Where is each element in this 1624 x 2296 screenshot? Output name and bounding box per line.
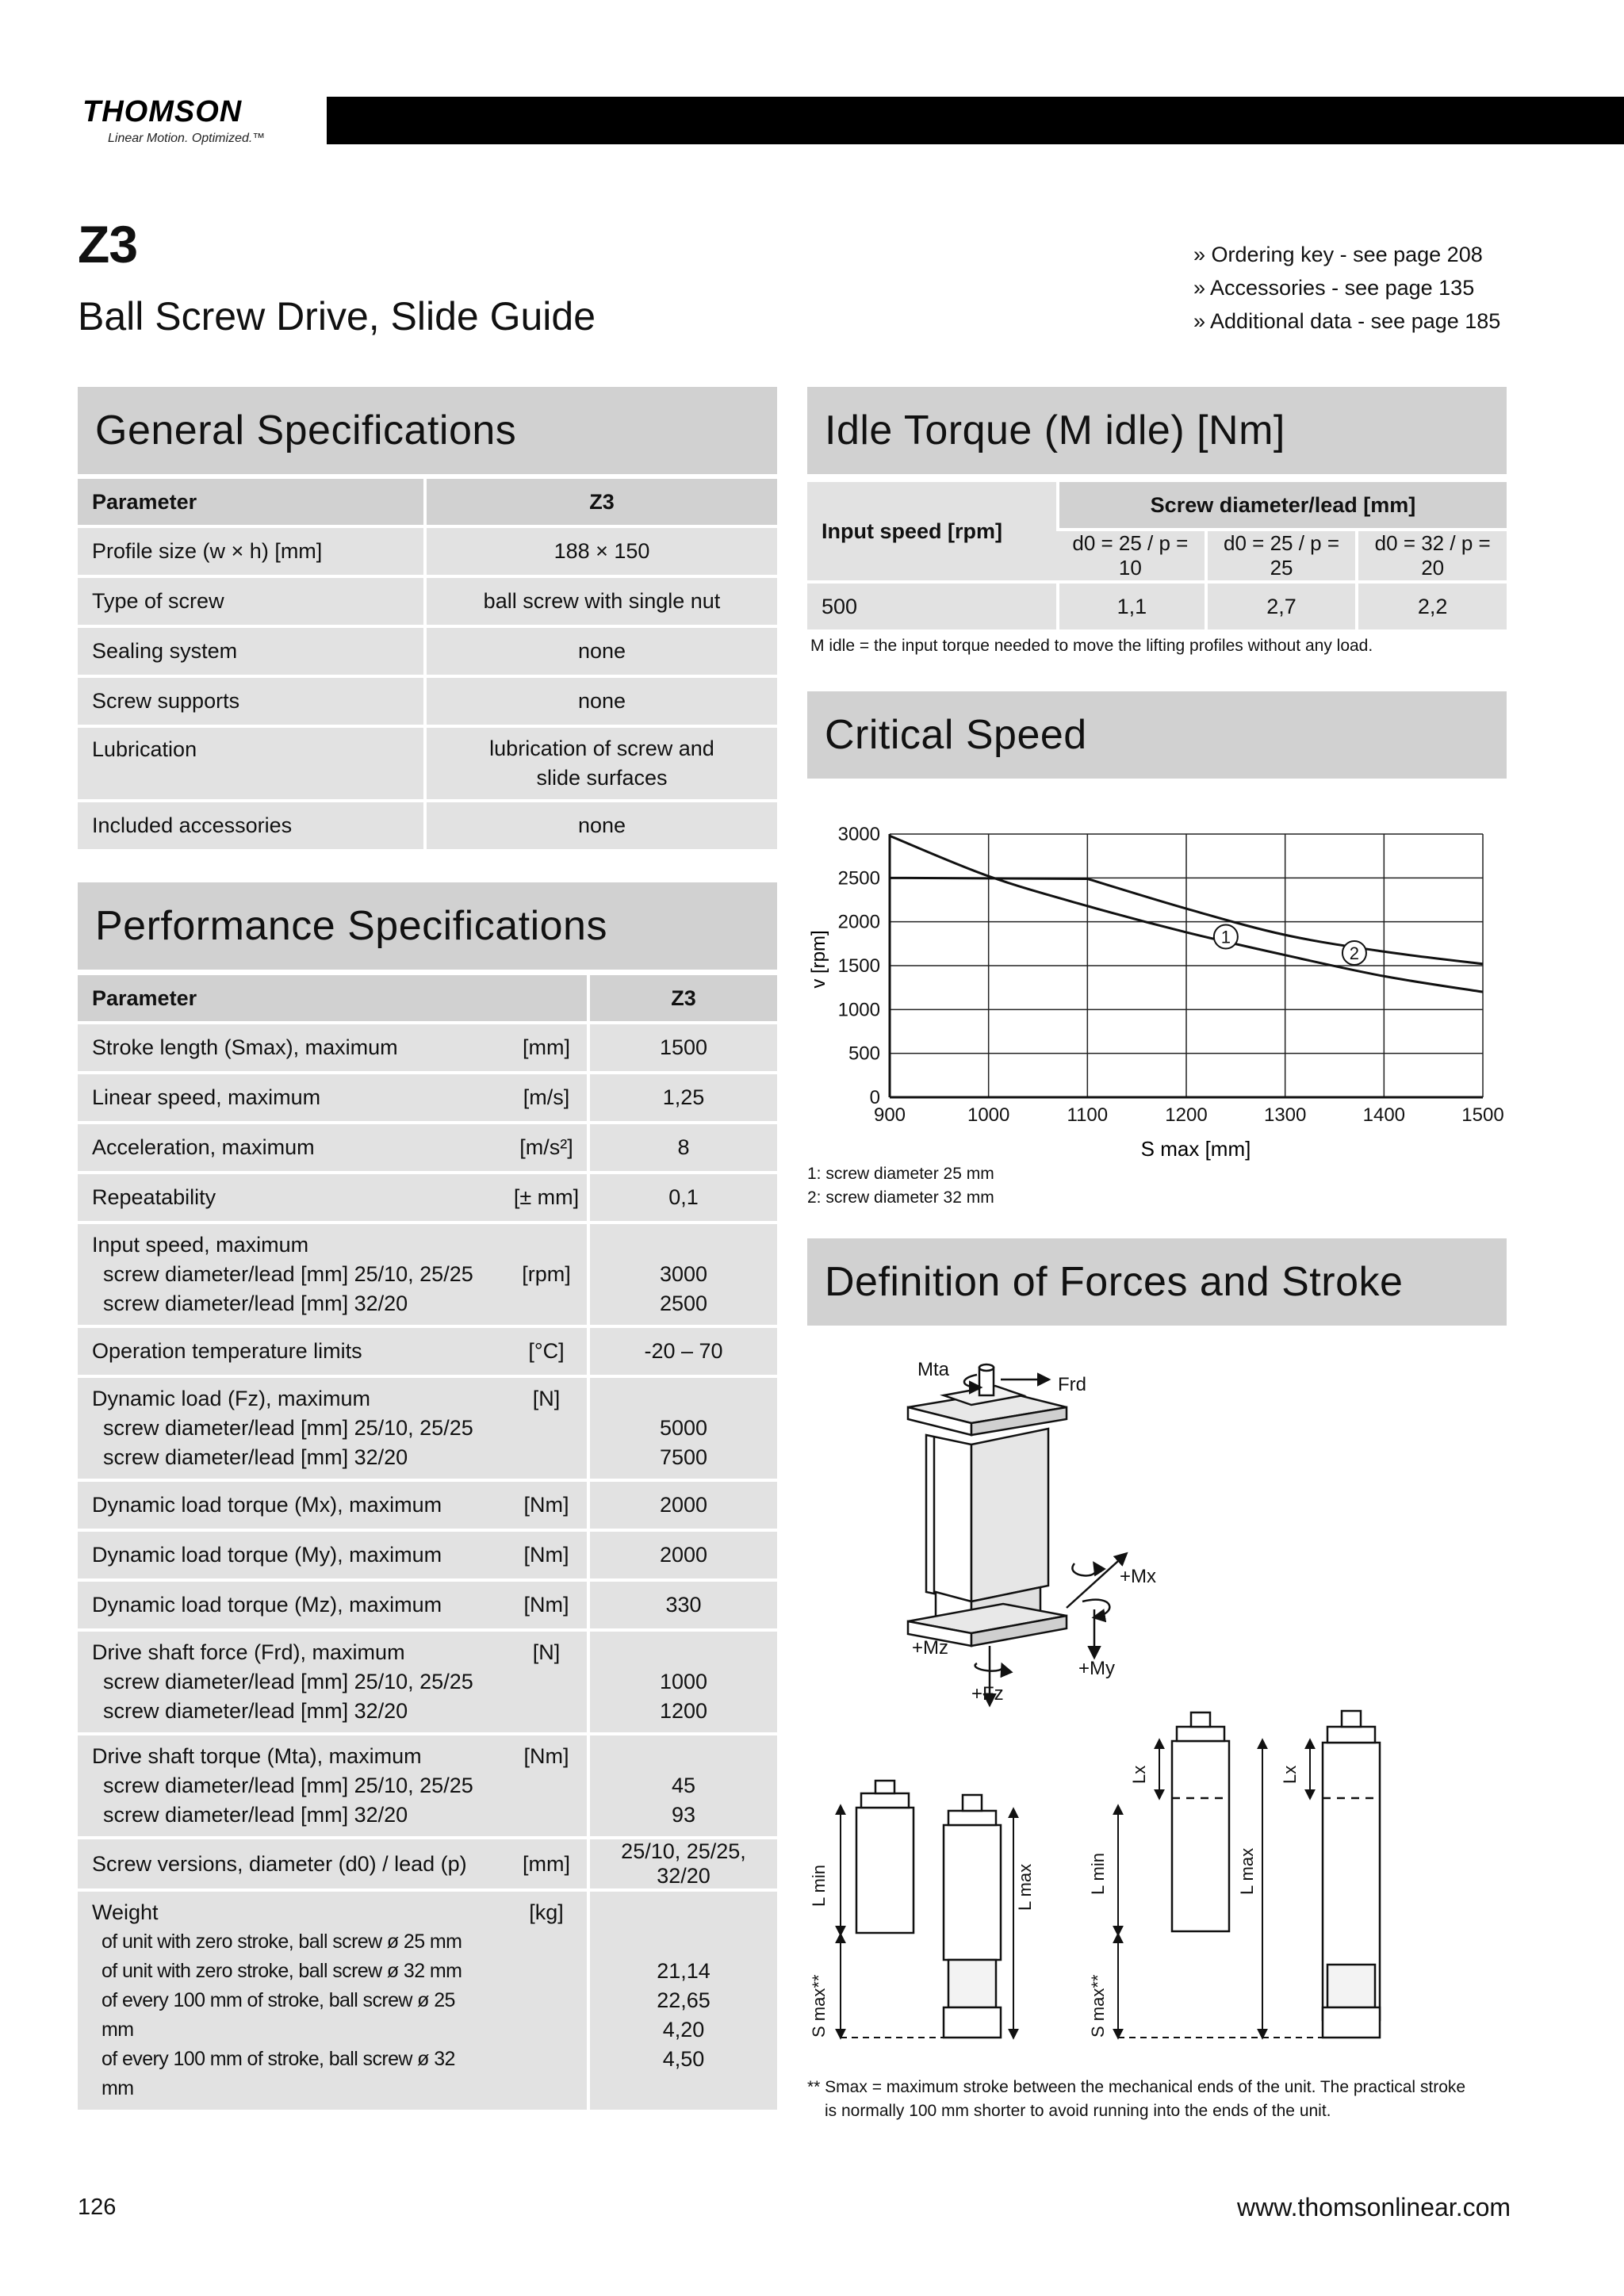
row-value: 4,20	[662, 2018, 705, 2042]
critical-speed-chart	[807, 817, 1505, 1162]
row-value: 2500	[659, 1292, 708, 1315]
row-label: Linear speed, maximum	[78, 1074, 506, 1121]
legend-note: 2: screw diameter 32 mm	[807, 1188, 994, 1207]
footnote-line: is normally 100 mm shorter to avoid running into the ends of the unit.	[825, 2102, 1331, 2120]
table-row	[78, 678, 777, 725]
x-tick-label: 1300	[1263, 1104, 1307, 1126]
idle-torque-heading: Idle Torque (M idle) [Nm]	[807, 387, 1507, 474]
row-unit: [N]	[506, 1378, 587, 1479]
row-label-group	[78, 1224, 506, 1325]
col-header-parameter: Parameter	[78, 479, 423, 525]
table-row	[78, 1224, 777, 1325]
label-lmin: L min	[809, 1865, 829, 1907]
row-label: Included accessories	[78, 802, 423, 849]
row-value: 7500	[659, 1445, 708, 1469]
table-row	[807, 584, 1507, 629]
row-value: -20 – 70	[587, 1328, 777, 1375]
row-value: none	[423, 802, 777, 849]
row-value: 1,1	[1056, 584, 1205, 629]
general-specs-heading: General Specifications	[78, 387, 777, 474]
performance-specs-heading: Performance Specifications	[78, 882, 777, 970]
row-label-group	[78, 1632, 506, 1732]
table-row	[78, 1378, 777, 1479]
row-value: 1000	[659, 1670, 708, 1693]
table-row	[78, 1124, 777, 1171]
row-unit: [Nm]	[506, 1482, 587, 1529]
col-header-screw: d0 = 25 / p = 25	[1205, 531, 1356, 580]
row-unit: [N]	[506, 1632, 587, 1732]
row-value: none	[423, 678, 777, 725]
row-sublabel: of every 100 mm of stroke, ball screw ø 25 mm	[102, 1989, 455, 2041]
forces-diagram	[793, 1340, 1522, 2069]
label-mz: +Mz	[912, 1637, 949, 1659]
row-value: 1200	[659, 1699, 708, 1723]
y-tick-label: 500	[848, 1043, 880, 1065]
table-row	[78, 1532, 777, 1578]
row-sublabel: screw diameter/lead [mm] 32/20	[103, 1803, 408, 1827]
row-sublabel: screw diameter/lead [mm] 32/20	[103, 1699, 408, 1723]
table-row	[78, 528, 777, 575]
table-row	[78, 628, 777, 675]
y-tick-label: 0	[869, 1087, 880, 1108]
row-sublabel: of every 100 mm of stroke, ball screw ø 32 mm	[102, 2048, 455, 2099]
stroke-diagram-retracted	[856, 1781, 1001, 2038]
row-label: Dynamic load torque (My), maximum	[78, 1532, 506, 1578]
row-value: 1500	[587, 1024, 777, 1071]
row-value: none	[423, 628, 777, 675]
series-marker-label: 1	[1220, 927, 1231, 947]
row-label: Drive shaft torque (Mta), maximum	[92, 1744, 422, 1768]
actuator-3d	[908, 1364, 1067, 1646]
table-row	[78, 1328, 777, 1375]
col-header-model: Z3	[423, 479, 777, 525]
row-value: 25/10, 25/25, 32/20	[587, 1839, 777, 1888]
row-value: 22,65	[657, 1988, 710, 2012]
y-tick-label: 1500	[837, 955, 880, 977]
dimension-lines	[841, 1740, 1380, 2038]
row-label-group	[78, 1735, 506, 1836]
col-header-screw: d0 = 25 / p = 10	[1056, 531, 1205, 580]
chart-ticks	[838, 824, 1504, 1126]
row-value: 0,1	[587, 1174, 777, 1221]
label-lx: Lx	[1280, 1765, 1300, 1784]
row-label: Operation temperature limits	[78, 1328, 506, 1375]
row-value-group	[587, 1892, 777, 2110]
row-value: 45	[671, 1774, 696, 1797]
row-unit: [mm]	[506, 1024, 587, 1071]
label-frd: Frd	[1058, 1374, 1086, 1395]
row-label: Sealing system	[78, 628, 423, 675]
col-header-model: Z3	[587, 975, 777, 1021]
table-row	[78, 1074, 777, 1121]
label-fz: +Fz	[971, 1683, 1004, 1705]
x-tick-label: 1200	[1165, 1104, 1208, 1126]
x-tick-label: 1000	[967, 1104, 1010, 1126]
row-sublabel: of unit with zero stroke, ball screw ø 25 mm	[102, 1931, 462, 1953]
row-value: 93	[671, 1803, 696, 1827]
row-label: Weight	[92, 1900, 159, 1924]
row-unit: [Nm]	[506, 1532, 587, 1578]
label-lx: Lx	[1129, 1765, 1149, 1784]
row-value-group	[587, 1632, 777, 1732]
table-row	[78, 1892, 777, 2110]
row-unit: [°C]	[506, 1328, 587, 1375]
page-title: Z3	[78, 215, 138, 274]
x-tick-label: 1500	[1461, 1104, 1504, 1126]
row-sublabel: screw diameter/lead [mm] 25/10, 25/25	[103, 1774, 473, 1797]
label-my: +My	[1078, 1658, 1116, 1679]
row-unit: [Nm]	[506, 1582, 587, 1628]
idle-torque-table	[807, 479, 1507, 633]
row-label-group	[78, 1378, 506, 1479]
row-value: 188 × 150	[423, 528, 777, 575]
critical-speed-heading: Critical Speed	[807, 691, 1507, 779]
series-marker-label: 2	[1349, 943, 1360, 963]
chart-legend-notes	[807, 1162, 994, 1210]
table-row	[78, 1174, 777, 1221]
col-header-parameter: Parameter	[78, 975, 587, 1021]
forces-footnote	[807, 2076, 1465, 2123]
row-label: Screw versions, diameter (d0) / lead (p)	[78, 1839, 506, 1888]
row-label: Dynamic load torque (Mx), maximum	[78, 1482, 506, 1529]
row-label: Repeatability	[78, 1174, 506, 1221]
chart-y-axis-label: v [rpm]	[808, 930, 829, 989]
row-unit: [m/s²]	[506, 1124, 587, 1171]
row-value: 21,14	[657, 1959, 710, 1983]
forces-heading: Definition of Forces and Stroke	[807, 1238, 1507, 1326]
page-subtitle: Ball Screw Drive, Slide Guide	[78, 294, 596, 339]
y-tick-label: 3000	[837, 824, 880, 845]
row-unit: [m/s]	[506, 1074, 587, 1121]
general-specs-table	[78, 476, 777, 852]
row-label-group	[78, 1892, 506, 2110]
row-value-group	[587, 1735, 777, 1836]
row-value-group	[587, 1224, 777, 1325]
table-row	[78, 1482, 777, 1529]
row-sublabel: screw diameter/lead [mm] 25/10, 25/25	[103, 1262, 473, 1286]
row-value: 330	[587, 1582, 777, 1628]
row-value: 2,2	[1355, 584, 1507, 629]
logo-tagline: Linear Motion. Optimized.™	[108, 132, 266, 145]
row-label: Dynamic load torque (Mz), maximum	[78, 1582, 506, 1628]
table-row	[78, 728, 777, 799]
row-value-group	[587, 1378, 777, 1479]
row-value: 3000	[659, 1262, 708, 1286]
row-value: 4,50	[662, 2047, 705, 2071]
row-unit: [rpm]	[506, 1224, 587, 1325]
row-label: Stroke length (Smax), maximum	[78, 1024, 506, 1071]
table-row	[78, 578, 777, 625]
col-header-screw-group: Screw diameter/lead [mm]	[1056, 482, 1507, 528]
label-lmin: L min	[1088, 1853, 1108, 1895]
table-row	[78, 1735, 777, 1836]
label-smax: S max**	[809, 1974, 829, 2038]
row-label: Input speed, maximum	[92, 1233, 309, 1257]
x-tick-label: 1400	[1362, 1104, 1406, 1126]
row-unit: [kg]	[506, 1892, 587, 2110]
row-sublabel: screw diameter/lead [mm] 25/10, 25/25	[103, 1670, 473, 1693]
y-tick-label: 1000	[837, 999, 880, 1021]
row-label: Lubrication	[78, 728, 423, 799]
row-value: 8	[587, 1124, 777, 1171]
table-row	[78, 1582, 777, 1628]
label-smax: S max**	[1088, 1974, 1108, 2038]
row-unit: [± mm]	[506, 1174, 587, 1221]
idle-torque-note: M idle = the input torque needed to move the lifting profiles without any load.	[810, 637, 1373, 655]
label-lmax: L max	[1015, 1863, 1035, 1911]
footnote-line: ** Smax = maximum stroke between the mechanical ends of the unit. The practical stroke	[807, 2078, 1466, 2096]
row-label: 500	[807, 584, 1056, 629]
logo-wordmark: THOMSON	[82, 95, 243, 128]
link-accessories[interactable]: » Accessories - see page 135	[1193, 276, 1475, 300]
row-value: 2000	[587, 1532, 777, 1578]
row-label: Drive shaft force (Frd), maximum	[92, 1640, 405, 1664]
link-ordering-key[interactable]: » Ordering key - see page 208	[1193, 243, 1483, 266]
row-unit: [mm]	[506, 1839, 587, 1888]
row-sublabel: screw diameter/lead [mm] 25/10, 25/25	[103, 1416, 473, 1440]
table-row	[78, 1024, 777, 1071]
col-header-input-speed: Input speed [rpm]	[807, 482, 1056, 580]
stroke-diagram-extended	[1172, 1711, 1380, 2038]
row-sublabel: of unit with zero stroke, ball screw ø 32 mm	[102, 1960, 462, 1982]
header-bar	[327, 97, 1624, 144]
table-row	[78, 1839, 777, 1888]
row-label: Screw supports	[78, 678, 423, 725]
thomson-logo	[76, 92, 290, 151]
y-tick-label: 2500	[837, 867, 880, 890]
row-label: Dynamic load (Fz), maximum	[92, 1387, 371, 1410]
performance-specs-table	[78, 972, 777, 2113]
row-value: 2000	[587, 1482, 777, 1529]
see-links	[1193, 238, 1500, 338]
table-row	[78, 802, 777, 849]
row-unit: [Nm]	[506, 1735, 587, 1836]
row-value: 2,7	[1205, 584, 1356, 629]
row-label: Profile size (w × h) [mm]	[78, 528, 423, 575]
x-tick-label: 900	[873, 1104, 906, 1126]
y-tick-label: 2000	[837, 911, 880, 933]
row-value: ball screw with single nut	[423, 578, 777, 625]
row-label: Acceleration, maximum	[78, 1124, 506, 1171]
row-value: 1,25	[587, 1074, 777, 1121]
table-row	[78, 1632, 777, 1732]
row-value: lubrication of screw and slide surfaces	[423, 728, 777, 799]
link-additional-data[interactable]: » Additional data - see page 185	[1193, 309, 1501, 333]
row-sublabel: screw diameter/lead [mm] 32/20	[103, 1445, 408, 1469]
legend-note: 1: screw diameter 25 mm	[807, 1165, 994, 1183]
label-mx: +Mx	[1120, 1566, 1157, 1587]
label-lmax: L max	[1237, 1847, 1257, 1895]
col-header-screw: d0 = 32 / p = 20	[1355, 531, 1507, 580]
x-tick-label: 1100	[1067, 1104, 1109, 1126]
page-number: 126	[78, 2195, 117, 2220]
label-mta: Mta	[917, 1359, 950, 1380]
row-value: 5000	[659, 1416, 708, 1440]
chart-x-axis-label: S max [mm]	[1140, 1137, 1251, 1161]
row-label: Type of screw	[78, 578, 423, 625]
footer-url[interactable]: www.thomsonlinear.com	[1237, 2193, 1511, 2221]
row-sublabel: screw diameter/lead [mm] 32/20	[103, 1292, 408, 1315]
